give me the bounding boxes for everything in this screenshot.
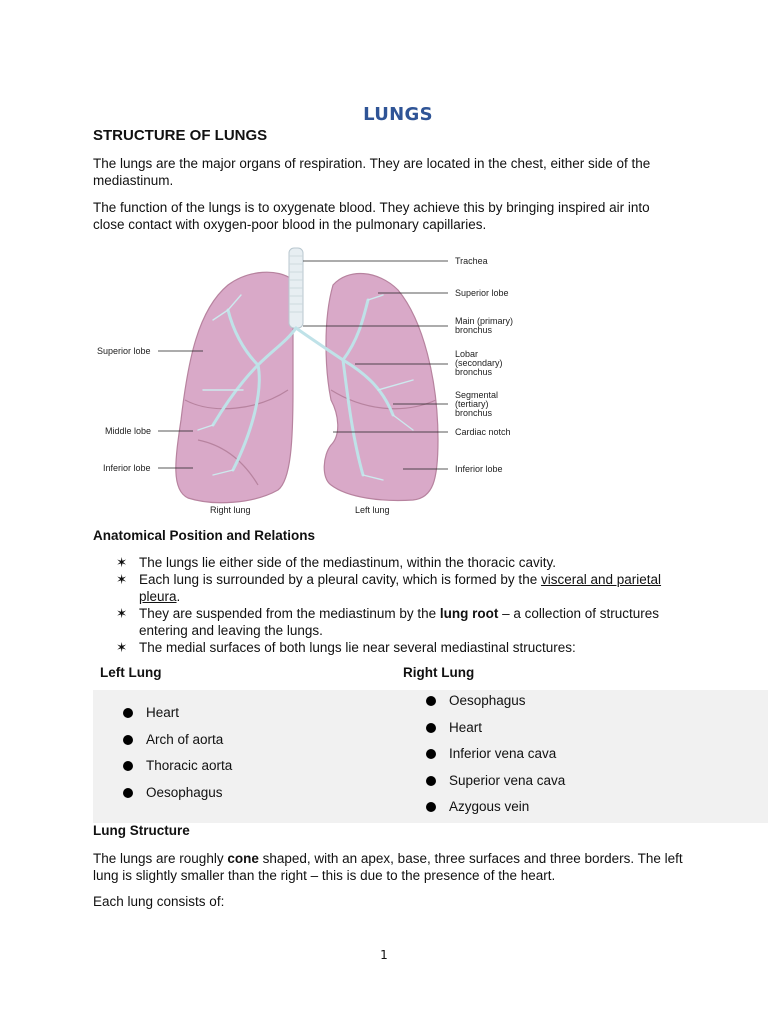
- list-item: Oesophagus: [123, 784, 383, 811]
- list-item: ✶ The medial surfaces of both lungs lie near several mediastinal structures:: [116, 640, 576, 655]
- list-item: Heart: [123, 704, 383, 731]
- left-lung-relations: [123, 704, 383, 810]
- page-title: LUNGS: [363, 104, 433, 125]
- bullet-dot-icon: [123, 761, 133, 771]
- label-trachea: Trachea: [455, 256, 488, 266]
- list-item: Inferior vena cava: [426, 745, 726, 772]
- label-inferior-lobe-right: Inferior lobe: [455, 464, 503, 474]
- label-lobar-1: Lobar: [455, 349, 479, 359]
- structure-paragraph: The lungs are roughly cone shaped, with an apex, base, three surfaces and three borders. The left lung is slightly smaller than the right – this is due to the presence of the heart.: [93, 851, 683, 883]
- bullet-dot-icon: [123, 788, 133, 798]
- caption-left-lung: Left lung: [355, 505, 390, 515]
- label-main-bronchus-2: bronchus: [455, 325, 493, 335]
- list-item: Azygous vein: [426, 798, 726, 825]
- left-lung-shape: [324, 274, 438, 501]
- left-lung-heading: Left Lung: [100, 665, 162, 680]
- label-inferior-lobe-left: Inferior lobe: [103, 463, 151, 473]
- lung-diagram: [93, 240, 533, 520]
- bullet-dot-icon: [123, 735, 133, 745]
- each-lung-text: Each lung consists of:: [93, 894, 225, 909]
- lung-structure-heading: Lung Structure: [93, 823, 190, 838]
- label-lobar-2: (secondary): [455, 358, 503, 368]
- list-item: Heart: [426, 719, 726, 746]
- list-item: ✶ Each lung is surrounded by a pleural cavity, which is formed by the visceral and parietal pleura.: [116, 572, 662, 604]
- label-superior-lobe-left: Superior lobe: [97, 346, 151, 356]
- star-bullet-icon: ✶: [116, 606, 128, 621]
- bullet-dot-icon: [426, 696, 436, 706]
- list-item: Superior vena cava: [426, 772, 726, 799]
- caption-right-lung: Right lung: [210, 505, 251, 515]
- label-middle-lobe: Middle lobe: [105, 426, 152, 436]
- right-lung-relations: [426, 692, 726, 825]
- relations-bullet-list: [116, 554, 676, 656]
- bullet-dot-icon: [123, 708, 133, 718]
- star-bullet-icon: ✶: [116, 572, 128, 587]
- label-cardiac-notch: Cardiac notch: [455, 427, 511, 437]
- label-lobar-3: bronchus: [455, 367, 493, 377]
- list-item: ✶ The lungs lie either side of the mediastinum, within the thoracic cavity.: [116, 555, 556, 570]
- list-item: Thoracic aorta: [123, 757, 383, 784]
- page-number: 1: [380, 948, 388, 962]
- list-item: Oesophagus: [426, 692, 726, 719]
- right-lung-heading: Right Lung: [403, 665, 475, 680]
- star-bullet-icon: ✶: [116, 555, 128, 570]
- list-item: Arch of aorta: [123, 731, 383, 758]
- label-superior-lobe-right: Superior lobe: [455, 288, 509, 298]
- intro-paragraph-1: The lungs are the major organs of respiration. They are located in the chest, either side of the mediastinum.: [93, 156, 651, 188]
- label-main-bronchus-1: Main (primary): [455, 316, 514, 326]
- label-segmental-3: bronchus: [455, 408, 493, 418]
- intro-paragraph-2: The function of the lungs is to oxygenate blood. They achieve this by bringing inspired air into close contact with oxygen-poor blood in the pulmonary capillaries.: [93, 200, 650, 232]
- star-bullet-icon: ✶: [116, 640, 128, 655]
- list-item: ✶ They are suspended from the mediastinum by the lung root – a collection of structures entering and leaving the lungs.: [116, 606, 659, 638]
- bullet-dot-icon: [426, 776, 436, 786]
- anatomical-heading: Anatomical Position and Relations: [93, 528, 316, 543]
- bullet-dot-icon: [426, 723, 436, 733]
- label-segmental-2: (tertiary): [455, 399, 489, 409]
- pleura-link[interactable]: visceral and parietal pleura: [139, 572, 662, 604]
- label-segmental-1: Segmental: [455, 390, 499, 400]
- bullet-dot-icon: [426, 802, 436, 812]
- bullet-dot-icon: [426, 749, 436, 759]
- section-heading: STRUCTURE OF LUNGS: [93, 127, 268, 144]
